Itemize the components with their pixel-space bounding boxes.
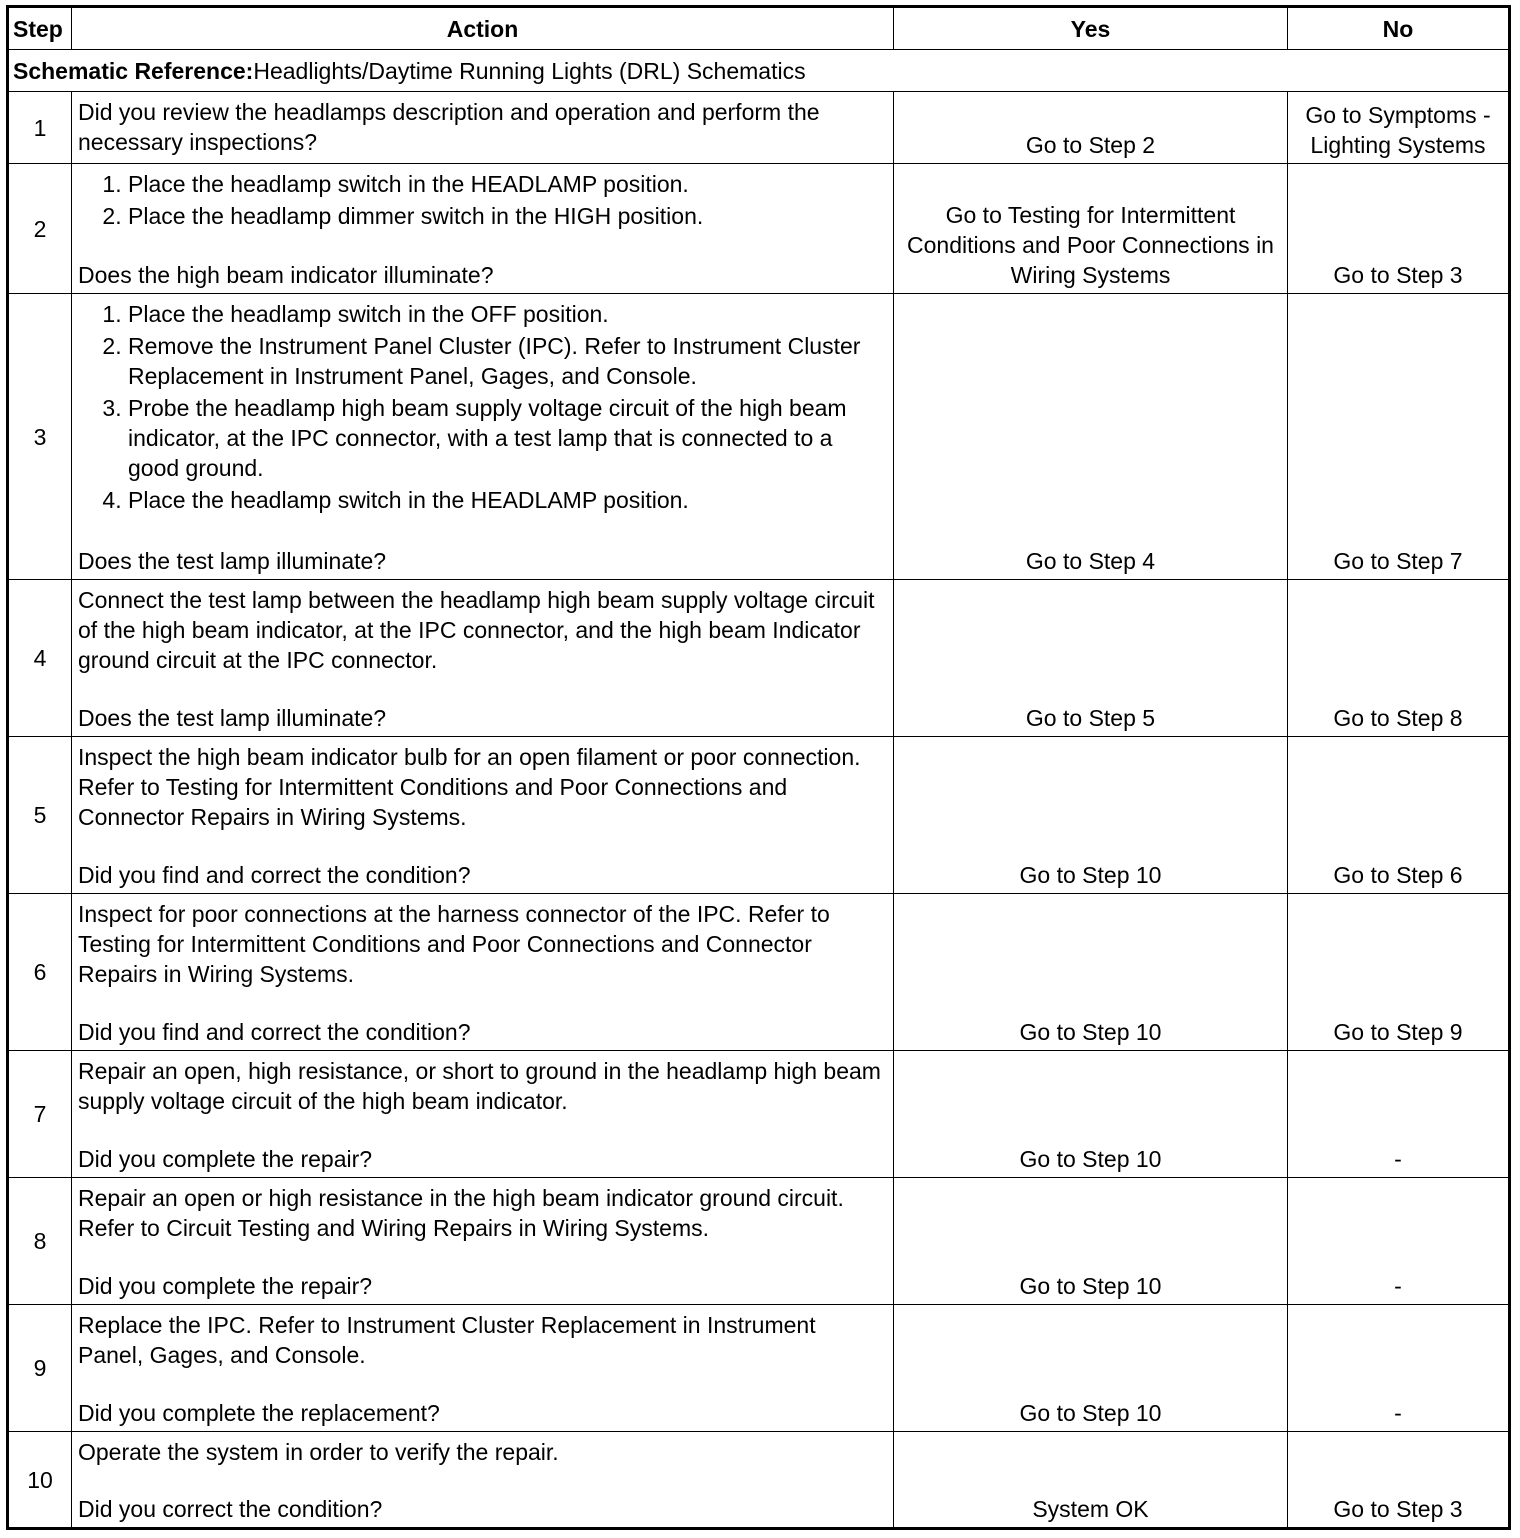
header-action: Action bbox=[72, 7, 894, 50]
action-cell bbox=[72, 580, 894, 737]
table-row bbox=[8, 92, 1510, 164]
no-result: Go to Step 3 bbox=[1288, 164, 1510, 294]
no-result: Go to Step 8 bbox=[1288, 580, 1510, 737]
yes-result: Go to Step 4 bbox=[894, 294, 1288, 580]
action-text: Repair an open, high resistance, or short to ground in the headlamp high beam supply voltage circuit of the high beam indicator. bbox=[78, 1058, 881, 1114]
header-no: No bbox=[1288, 7, 1510, 50]
action-cell bbox=[72, 164, 894, 294]
action-step-item: 2. Remove the Instrument Panel Cluster (IPC). Refer to Instrument Cluster Replacement in Instrument Panel, Gages, and Console. bbox=[128, 331, 887, 391]
table-row bbox=[8, 894, 1510, 1051]
yes-result: Go to Step 10 bbox=[894, 1305, 1288, 1432]
action-step-item: 2. Place the headlamp dimmer switch in the HIGH position. bbox=[128, 201, 887, 231]
action-text: Did you review the headlamps description and operation and perform the necessary inspections? bbox=[78, 99, 820, 155]
action-text: Repair an open or high resistance in the high beam indicator ground circuit. Refer to Circuit Testing and Wiring Repairs in Wiring Systems. bbox=[78, 1185, 844, 1241]
step-number: 10 bbox=[8, 1432, 72, 1529]
action-cell bbox=[72, 92, 894, 164]
action-question: Did you complete the repair? bbox=[78, 1146, 373, 1172]
action-cell bbox=[72, 894, 894, 1051]
table-row bbox=[8, 1051, 1510, 1178]
action-question: Does the test lamp illuminate? bbox=[78, 705, 387, 731]
schematic-reference-value: Headlights/Daytime Running Lights (DRL) Schematics bbox=[253, 57, 806, 84]
action-cell bbox=[72, 1305, 894, 1432]
step-number: 7 bbox=[8, 1051, 72, 1178]
yes-result: Go to Step 5 bbox=[894, 580, 1288, 737]
table-row bbox=[8, 294, 1510, 580]
yes-result: Go to Step 2 bbox=[894, 92, 1288, 164]
action-steps bbox=[78, 299, 887, 515]
header-row bbox=[8, 7, 1510, 50]
no-result: - bbox=[1288, 1305, 1510, 1432]
step-number: 4 bbox=[8, 580, 72, 737]
table-row bbox=[8, 1432, 1510, 1529]
table-row bbox=[8, 737, 1510, 894]
action-text: Connect the test lamp between the headlamp high beam supply voltage circuit of the high beam indicator, at the IPC connector, and the high beam Indicator ground circuit at the IPC connector. bbox=[78, 587, 875, 673]
step-number: 5 bbox=[8, 737, 72, 894]
table-row bbox=[8, 1178, 1510, 1305]
step-number: 9 bbox=[8, 1305, 72, 1432]
action-cell bbox=[72, 737, 894, 894]
action-text: Inspect for poor connections at the harness connector of the IPC. Refer to Testing for Intermittent Conditions and Poor Connections and Connector Repairs in Wiring Systems. bbox=[78, 901, 830, 987]
header-step: Step bbox=[8, 7, 72, 50]
no-result: Go to Symptoms - Lighting Systems bbox=[1288, 92, 1510, 164]
table-row bbox=[8, 580, 1510, 737]
step-number: 1 bbox=[8, 92, 72, 164]
yes-result: Go to Step 10 bbox=[894, 1178, 1288, 1305]
action-cell bbox=[72, 294, 894, 580]
action-step-item: 4. Place the headlamp switch in the HEADLAMP position. bbox=[128, 485, 887, 515]
yes-result: Go to Step 10 bbox=[894, 1051, 1288, 1178]
action-question: Did you complete the repair? bbox=[78, 1273, 373, 1299]
table-row bbox=[8, 164, 1510, 294]
no-result: Go to Step 7 bbox=[1288, 294, 1510, 580]
action-cell bbox=[72, 1432, 894, 1529]
no-result: Go to Step 3 bbox=[1288, 1432, 1510, 1529]
yes-result: Go to Step 10 bbox=[894, 737, 1288, 894]
yes-result: Go to Step 10 bbox=[894, 894, 1288, 1051]
action-text: Operate the system in order to verify the repair. bbox=[78, 1439, 559, 1465]
yes-result: System OK bbox=[894, 1432, 1288, 1529]
step-number: 6 bbox=[8, 894, 72, 1051]
action-step-item: 3. Probe the headlamp high beam supply voltage circuit of the high beam indicator, at the IPC connector, with a test lamp that is connected to a good ground. bbox=[128, 393, 887, 483]
yes-result: Go to Testing for Intermittent Conditions and Poor Connections in Wiring Systems bbox=[894, 164, 1288, 294]
action-step-item: 1. Place the headlamp switch in the OFF position. bbox=[128, 299, 887, 329]
step-number: 3 bbox=[8, 294, 72, 580]
schematic-reference bbox=[8, 50, 1510, 92]
step-number: 2 bbox=[8, 164, 72, 294]
action-cell bbox=[72, 1178, 894, 1305]
step-number: 8 bbox=[8, 1178, 72, 1305]
no-result: Go to Step 6 bbox=[1288, 737, 1510, 894]
action-text: Replace the IPC. Refer to Instrument Cluster Replacement in Instrument Panel, Gages, and Console. bbox=[78, 1312, 816, 1368]
no-result: Go to Step 9 bbox=[1288, 894, 1510, 1051]
action-cell bbox=[72, 1051, 894, 1178]
schematic-reference-label: Schematic Reference: bbox=[13, 57, 254, 84]
action-step-item: 1. Place the headlamp switch in the HEADLAMP position. bbox=[128, 169, 887, 199]
no-result: - bbox=[1288, 1051, 1510, 1178]
action-question: Did you find and correct the condition? bbox=[78, 1019, 471, 1045]
no-result: - bbox=[1288, 1178, 1510, 1305]
header-yes: Yes bbox=[894, 7, 1288, 50]
action-question: Does the test lamp illuminate? bbox=[78, 548, 387, 574]
action-question: Does the high beam indicator illuminate? bbox=[78, 262, 494, 288]
action-question: Did you complete the replacement? bbox=[78, 1400, 440, 1426]
action-question: Did you find and correct the condition? bbox=[78, 862, 471, 888]
diagnostic-table bbox=[6, 5, 1511, 1530]
action-text: Inspect the high beam indicator bulb for an open filament or poor connection. Refer to Testing for Intermittent Conditions and Poor Connections and Connector Repairs in Wiring Systems. bbox=[78, 744, 861, 830]
action-steps bbox=[78, 169, 887, 231]
table-row bbox=[8, 1305, 1510, 1432]
action-question: Did you correct the condition? bbox=[78, 1496, 383, 1522]
schematic-reference-row bbox=[8, 50, 1510, 92]
